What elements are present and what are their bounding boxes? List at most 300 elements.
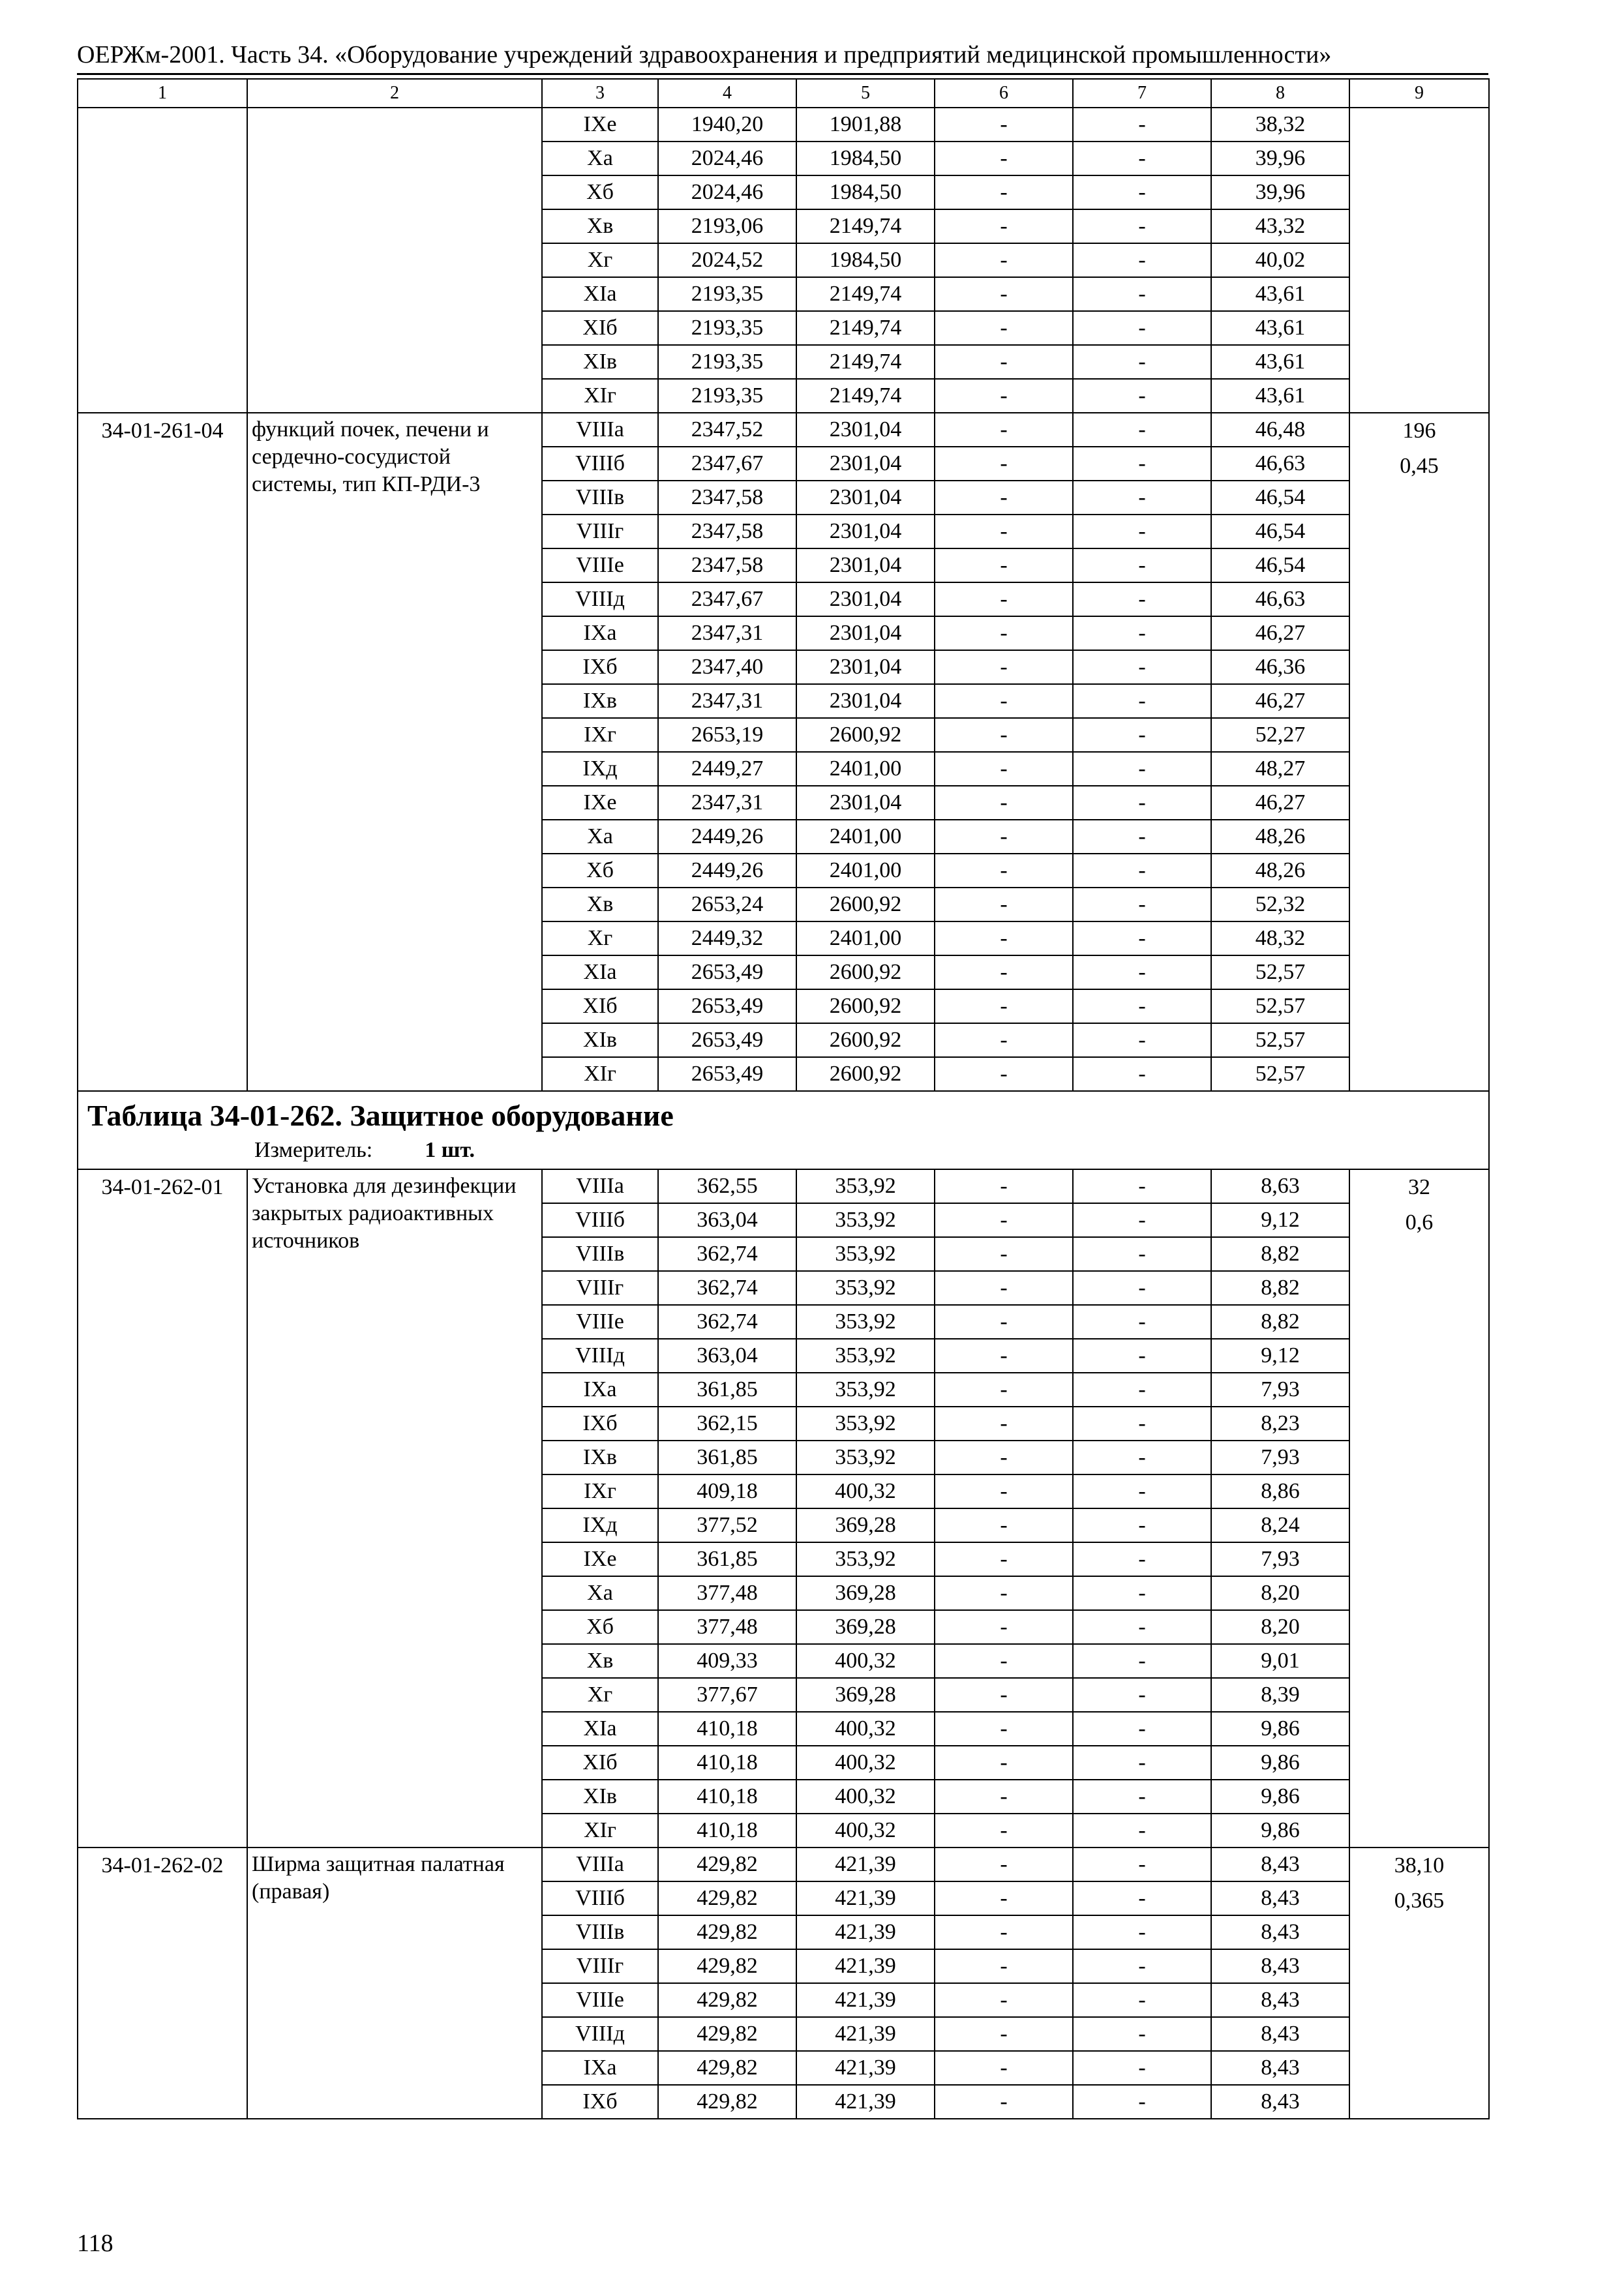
table-row [78, 108, 1489, 142]
table-cell: - [1073, 175, 1211, 209]
resource-values [1349, 108, 1489, 413]
table-cell: 8,20 [1211, 1576, 1349, 1610]
table-cell: 46,54 [1211, 515, 1349, 548]
table-cell: - [935, 1407, 1073, 1441]
table-cell: 429,82 [658, 2085, 796, 2119]
table-cell: 421,39 [796, 2085, 935, 2119]
table-cell: - [1073, 345, 1211, 379]
table-cell: - [935, 108, 1073, 142]
table-cell: 1940,20 [658, 108, 796, 142]
table-cell: VIIIб [542, 447, 658, 481]
table-cell: 400,32 [796, 1746, 935, 1780]
table-cell: IXе [542, 1542, 658, 1576]
table-cell: IXв [542, 1441, 658, 1474]
table-cell: 2449,32 [658, 921, 796, 955]
table-cell: XIв [542, 345, 658, 379]
column-number: 8 [1211, 79, 1349, 108]
table-cell: XIа [542, 955, 658, 989]
table-cell: 421,39 [796, 1881, 935, 1915]
table-cell: - [935, 413, 1073, 447]
table-cell: 377,48 [658, 1576, 796, 1610]
section-header [78, 1091, 1489, 1169]
table-cell: VIIIд [542, 2017, 658, 2051]
table-cell: 8,43 [1211, 1848, 1349, 1881]
table-cell: 43,32 [1211, 209, 1349, 243]
table-cell: - [935, 616, 1073, 650]
table-cell: 353,92 [796, 1271, 935, 1305]
table-cell: 40,02 [1211, 243, 1349, 277]
table-cell: 2347,67 [658, 447, 796, 481]
table-cell: - [1073, 582, 1211, 616]
table-cell: 421,39 [796, 1915, 935, 1949]
table-cell: - [1073, 1339, 1211, 1373]
table-cell: 400,32 [796, 1474, 935, 1508]
table-cell: 7,93 [1211, 1373, 1349, 1407]
rates-table-body [78, 79, 1489, 2119]
table-cell: VIIIв [542, 1915, 658, 1949]
table-cell: 2301,04 [796, 582, 935, 616]
table-cell: - [935, 888, 1073, 921]
table-cell: - [1073, 481, 1211, 515]
unit-value: 1 шт. [425, 1138, 475, 1162]
table-cell: - [935, 1271, 1073, 1305]
table-cell: - [935, 1339, 1073, 1373]
table-cell: 1984,50 [796, 243, 935, 277]
rate-description [247, 108, 542, 413]
table-cell: 377,67 [658, 1678, 796, 1712]
table-cell: 353,92 [796, 1542, 935, 1576]
table-cell: - [935, 515, 1073, 548]
table-cell: - [1073, 1441, 1211, 1474]
table-cell: 46,27 [1211, 684, 1349, 718]
table-cell: 377,48 [658, 1610, 796, 1644]
table-cell: - [1073, 616, 1211, 650]
table-cell: - [1073, 413, 1211, 447]
rate-code: 34-01-261-04 [78, 413, 247, 1091]
table-cell: - [935, 1508, 1073, 1542]
table-cell: 9,01 [1211, 1644, 1349, 1678]
table-cell: 2347,67 [658, 582, 796, 616]
page-number: 118 [77, 2230, 113, 2257]
table-cell: 2600,92 [796, 955, 935, 989]
table-cell: - [1073, 1169, 1211, 1203]
table-cell: 353,92 [796, 1237, 935, 1271]
table-cell: Xг [542, 243, 658, 277]
rates-table [77, 78, 1490, 2119]
table-cell: - [1073, 2085, 1211, 2119]
table-cell: Xв [542, 1644, 658, 1678]
table-cell: 9,12 [1211, 1339, 1349, 1373]
table-cell: 2347,40 [658, 650, 796, 684]
table-cell: 363,04 [658, 1339, 796, 1373]
table-cell: VIIIг [542, 515, 658, 548]
table-cell: - [1073, 989, 1211, 1023]
table-cell: VIIIв [542, 481, 658, 515]
table-cell: - [935, 2085, 1073, 2119]
table-cell: - [1073, 243, 1211, 277]
table-cell: 353,92 [796, 1407, 935, 1441]
table-cell: 400,32 [796, 1780, 935, 1814]
table-cell: - [1073, 277, 1211, 311]
table-cell: - [935, 1373, 1073, 1407]
table-cell: IXб [542, 650, 658, 684]
table-cell: 362,55 [658, 1169, 796, 1203]
table-cell: IXб [542, 1407, 658, 1441]
table-cell: IXа [542, 2051, 658, 2085]
table-cell: Xб [542, 175, 658, 209]
table-cell: Xв [542, 888, 658, 921]
table-cell: - [935, 379, 1073, 413]
table-cell: 8,39 [1211, 1678, 1349, 1712]
table-cell: 429,82 [658, 1881, 796, 1915]
table-cell: - [935, 1023, 1073, 1057]
table-cell: - [935, 650, 1073, 684]
table-cell: 43,61 [1211, 345, 1349, 379]
table-cell: VIIIд [542, 582, 658, 616]
table-cell: 2193,35 [658, 379, 796, 413]
table-cell: VIIIб [542, 1881, 658, 1915]
table-cell: 353,92 [796, 1203, 935, 1237]
table-cell: XIг [542, 1057, 658, 1091]
table-cell: 409,33 [658, 1644, 796, 1678]
rate-description: Установка для дезинфекции закрытых радиоактивных источников [247, 1169, 542, 1848]
table-cell: - [935, 142, 1073, 175]
table-cell: 52,27 [1211, 718, 1349, 752]
table-cell: VIIIд [542, 1339, 658, 1373]
table-cell: 2301,04 [796, 548, 935, 582]
table-cell: 362,74 [658, 1237, 796, 1271]
table-cell: Xг [542, 1678, 658, 1712]
column-number: 2 [247, 79, 542, 108]
table-cell: 400,32 [796, 1712, 935, 1746]
unit-label: Измеритель: [254, 1138, 373, 1162]
table-cell: 429,82 [658, 1983, 796, 2017]
rate-description: функций почек, печени и сердечно-сосудистой системы, тип КП-РДИ-3 [247, 413, 542, 1091]
table-cell: Xг [542, 921, 658, 955]
table-cell: - [1073, 1474, 1211, 1508]
table-cell: 2600,92 [796, 989, 935, 1023]
table-cell: 46,54 [1211, 548, 1349, 582]
table-cell: - [1073, 2051, 1211, 2085]
table-cell: - [1073, 1610, 1211, 1644]
table-cell: 8,23 [1211, 1407, 1349, 1441]
table-cell: 2149,74 [796, 345, 935, 379]
table-cell: - [1073, 718, 1211, 752]
table-cell: 2347,58 [658, 515, 796, 548]
table-cell: 421,39 [796, 1949, 935, 1983]
table-cell: 48,27 [1211, 752, 1349, 786]
table-cell: 353,92 [796, 1339, 935, 1373]
table-cell: 400,32 [796, 1814, 935, 1848]
table-cell: - [1073, 820, 1211, 854]
table-cell: 9,86 [1211, 1780, 1349, 1814]
table-cell: - [1073, 684, 1211, 718]
table-cell: - [1073, 1881, 1211, 1915]
table-cell: 2653,19 [658, 718, 796, 752]
table-cell: - [1073, 379, 1211, 413]
table-cell: 38,32 [1211, 108, 1349, 142]
resource-value: 196 [1402, 419, 1436, 443]
table-cell: 410,18 [658, 1780, 796, 1814]
table-cell: - [935, 447, 1073, 481]
table-cell: 353,92 [796, 1441, 935, 1474]
table-cell: - [935, 989, 1073, 1023]
table-cell: - [935, 1712, 1073, 1746]
table-cell: - [1073, 1407, 1211, 1441]
table-cell: 362,74 [658, 1305, 796, 1339]
table-cell: 2301,04 [796, 786, 935, 820]
table-cell: - [935, 1746, 1073, 1780]
table-cell: - [1073, 1542, 1211, 1576]
table-cell: 39,96 [1211, 175, 1349, 209]
table-cell: 8,82 [1211, 1237, 1349, 1271]
table-cell: - [1073, 1057, 1211, 1091]
table-cell: 429,82 [658, 1949, 796, 1983]
table-cell: 2193,35 [658, 277, 796, 311]
table-cell: - [1073, 1983, 1211, 2017]
table-cell: - [935, 582, 1073, 616]
table-cell: - [935, 1983, 1073, 2017]
table-cell: XIг [542, 1814, 658, 1848]
table-cell: 2301,04 [796, 481, 935, 515]
table-cell: 2024,52 [658, 243, 796, 277]
table-cell: 9,12 [1211, 1203, 1349, 1237]
table-cell: - [935, 820, 1073, 854]
table-cell: 46,63 [1211, 447, 1349, 481]
table-cell: - [935, 277, 1073, 311]
table-cell: 369,28 [796, 1610, 935, 1644]
table-cell: - [1073, 2017, 1211, 2051]
column-number: 6 [935, 79, 1073, 108]
table-cell: Xа [542, 820, 658, 854]
table-cell: 43,61 [1211, 379, 1349, 413]
table-cell: - [935, 1057, 1073, 1091]
table-cell: 48,26 [1211, 820, 1349, 854]
table-row [78, 1169, 1489, 1203]
table-cell: 46,54 [1211, 481, 1349, 515]
table-cell: 2149,74 [796, 277, 935, 311]
table-cell: 369,28 [796, 1576, 935, 1610]
table-cell: 8,43 [1211, 2085, 1349, 2119]
table-cell: 1984,50 [796, 175, 935, 209]
table-cell: IXа [542, 616, 658, 650]
table-cell: 52,57 [1211, 989, 1349, 1023]
table-cell: 2401,00 [796, 820, 935, 854]
table-cell: 2149,74 [796, 209, 935, 243]
table-cell: - [1073, 786, 1211, 820]
table-cell: 2301,04 [796, 413, 935, 447]
table-cell: 43,61 [1211, 277, 1349, 311]
table-cell: 363,04 [658, 1203, 796, 1237]
table-cell: 1984,50 [796, 142, 935, 175]
column-number-row [78, 79, 1489, 108]
table-cell: - [1073, 1848, 1211, 1881]
table-cell: - [1073, 1305, 1211, 1339]
table-cell: 2301,04 [796, 447, 935, 481]
table-cell: 8,43 [1211, 1915, 1349, 1949]
table-cell: Xв [542, 209, 658, 243]
table-cell: - [1073, 1271, 1211, 1305]
table-cell: 46,36 [1211, 650, 1349, 684]
table-cell: Xб [542, 1610, 658, 1644]
table-cell: - [935, 2051, 1073, 2085]
table-cell: - [935, 684, 1073, 718]
table-cell: 2449,26 [658, 820, 796, 854]
table-cell: 429,82 [658, 1915, 796, 1949]
table-cell: 377,52 [658, 1508, 796, 1542]
table-cell: 353,92 [796, 1305, 935, 1339]
table-cell: 39,96 [1211, 142, 1349, 175]
table-cell: 361,85 [658, 1542, 796, 1576]
table-cell: 2401,00 [796, 752, 935, 786]
table-cell: - [935, 1305, 1073, 1339]
table-cell: IXд [542, 752, 658, 786]
table-cell: - [935, 752, 1073, 786]
table-cell: IXб [542, 2085, 658, 2119]
table-cell: 362,74 [658, 1271, 796, 1305]
table-cell: 361,85 [658, 1373, 796, 1407]
table-cell: 7,93 [1211, 1441, 1349, 1474]
table-cell: - [1073, 1949, 1211, 1983]
table-cell: 2347,58 [658, 481, 796, 515]
resource-values [1349, 413, 1489, 1091]
table-cell: 2347,31 [658, 616, 796, 650]
table-cell: - [935, 311, 1073, 345]
rate-code: 34-01-262-01 [78, 1169, 247, 1848]
table-cell: - [935, 1576, 1073, 1610]
table-cell: 410,18 [658, 1712, 796, 1746]
table-cell: 2149,74 [796, 311, 935, 345]
table-cell: - [935, 243, 1073, 277]
table-cell: - [1073, 1814, 1211, 1848]
rate-code: 34-01-262-02 [78, 1848, 247, 2119]
table-cell: 2653,49 [658, 989, 796, 1023]
table-cell: 2301,04 [796, 616, 935, 650]
table-cell: 400,32 [796, 1644, 935, 1678]
column-number: 4 [658, 79, 796, 108]
table-cell: 2600,92 [796, 1057, 935, 1091]
table-cell: - [1073, 921, 1211, 955]
table-cell: 8,43 [1211, 1949, 1349, 1983]
table-cell: - [935, 1610, 1073, 1644]
table-cell: - [935, 1169, 1073, 1203]
table-cell: - [935, 209, 1073, 243]
table-cell: VIIIв [542, 1237, 658, 1271]
table-cell: - [1073, 142, 1211, 175]
table-cell: - [935, 1542, 1073, 1576]
table-cell: 2301,04 [796, 650, 935, 684]
table-cell: 421,39 [796, 2017, 935, 2051]
table-cell: - [1073, 108, 1211, 142]
table-cell: 43,61 [1211, 311, 1349, 345]
table-cell: - [935, 1814, 1073, 1848]
table-cell: 46,27 [1211, 616, 1349, 650]
table-cell: 48,26 [1211, 854, 1349, 888]
table-cell: 2024,46 [658, 142, 796, 175]
table-cell: VIIIг [542, 1271, 658, 1305]
table-cell: - [1073, 854, 1211, 888]
table-cell: Xб [542, 854, 658, 888]
table-cell: 1901,88 [796, 108, 935, 142]
table-cell: 2449,26 [658, 854, 796, 888]
table-row [78, 413, 1489, 447]
table-cell: - [1073, 1780, 1211, 1814]
table-cell: - [935, 345, 1073, 379]
table-cell: 9,86 [1211, 1746, 1349, 1780]
table-cell: - [1073, 1712, 1211, 1746]
table-cell: VIIIа [542, 413, 658, 447]
table-cell: 9,86 [1211, 1712, 1349, 1746]
column-number: 5 [796, 79, 935, 108]
table-cell: 2193,35 [658, 345, 796, 379]
table-cell: - [935, 481, 1073, 515]
table-cell: 2600,92 [796, 1023, 935, 1057]
table-cell: 429,82 [658, 1848, 796, 1881]
table-cell: 410,18 [658, 1814, 796, 1848]
table-cell: 2653,49 [658, 955, 796, 989]
table-cell: - [935, 718, 1073, 752]
table-cell: VIIIг [542, 1949, 658, 1983]
table-cell: 2347,31 [658, 684, 796, 718]
table-cell: 8,43 [1211, 1983, 1349, 2017]
table-cell: VIIIе [542, 548, 658, 582]
table-cell: XIг [542, 379, 658, 413]
section-unit [87, 1137, 1488, 1163]
table-cell: XIб [542, 1746, 658, 1780]
table-cell: 429,82 [658, 2051, 796, 2085]
table-cell: - [1073, 955, 1211, 989]
table-cell: - [1073, 447, 1211, 481]
table-cell: 2301,04 [796, 515, 935, 548]
table-cell: - [1073, 1915, 1211, 1949]
table-cell: 2024,46 [658, 175, 796, 209]
table-cell: 2301,04 [796, 684, 935, 718]
table-cell: 9,86 [1211, 1814, 1349, 1848]
resource-values [1349, 1848, 1489, 2119]
table-cell: 353,92 [796, 1373, 935, 1407]
table-cell: - [1073, 1678, 1211, 1712]
table-cell: 421,39 [796, 1983, 935, 2017]
table-cell: - [1073, 1508, 1211, 1542]
table-cell: 410,18 [658, 1746, 796, 1780]
column-number: 9 [1349, 79, 1489, 108]
table-cell: 2401,00 [796, 854, 935, 888]
table-cell: - [1073, 752, 1211, 786]
table-cell: - [935, 1780, 1073, 1814]
table-cell: 2653,24 [658, 888, 796, 921]
table-cell: 8,63 [1211, 1169, 1349, 1203]
column-number: 7 [1073, 79, 1211, 108]
header-rule [77, 73, 1488, 75]
table-cell: - [935, 955, 1073, 989]
table-cell: 2347,58 [658, 548, 796, 582]
table-row [78, 1848, 1489, 1881]
table-cell: 52,32 [1211, 888, 1349, 921]
table-cell: 361,85 [658, 1441, 796, 1474]
table-cell: 2347,52 [658, 413, 796, 447]
table-cell: XIб [542, 989, 658, 1023]
table-cell: 8,82 [1211, 1305, 1349, 1339]
table-cell: - [1073, 311, 1211, 345]
table-cell: IXг [542, 1474, 658, 1508]
column-number: 3 [542, 79, 658, 108]
table-cell: IXе [542, 786, 658, 820]
table-cell: VIIIб [542, 1203, 658, 1237]
table-cell: 2401,00 [796, 921, 935, 955]
table-cell: - [1073, 1203, 1211, 1237]
table-cell: 2600,92 [796, 718, 935, 752]
table-cell: - [1073, 888, 1211, 921]
